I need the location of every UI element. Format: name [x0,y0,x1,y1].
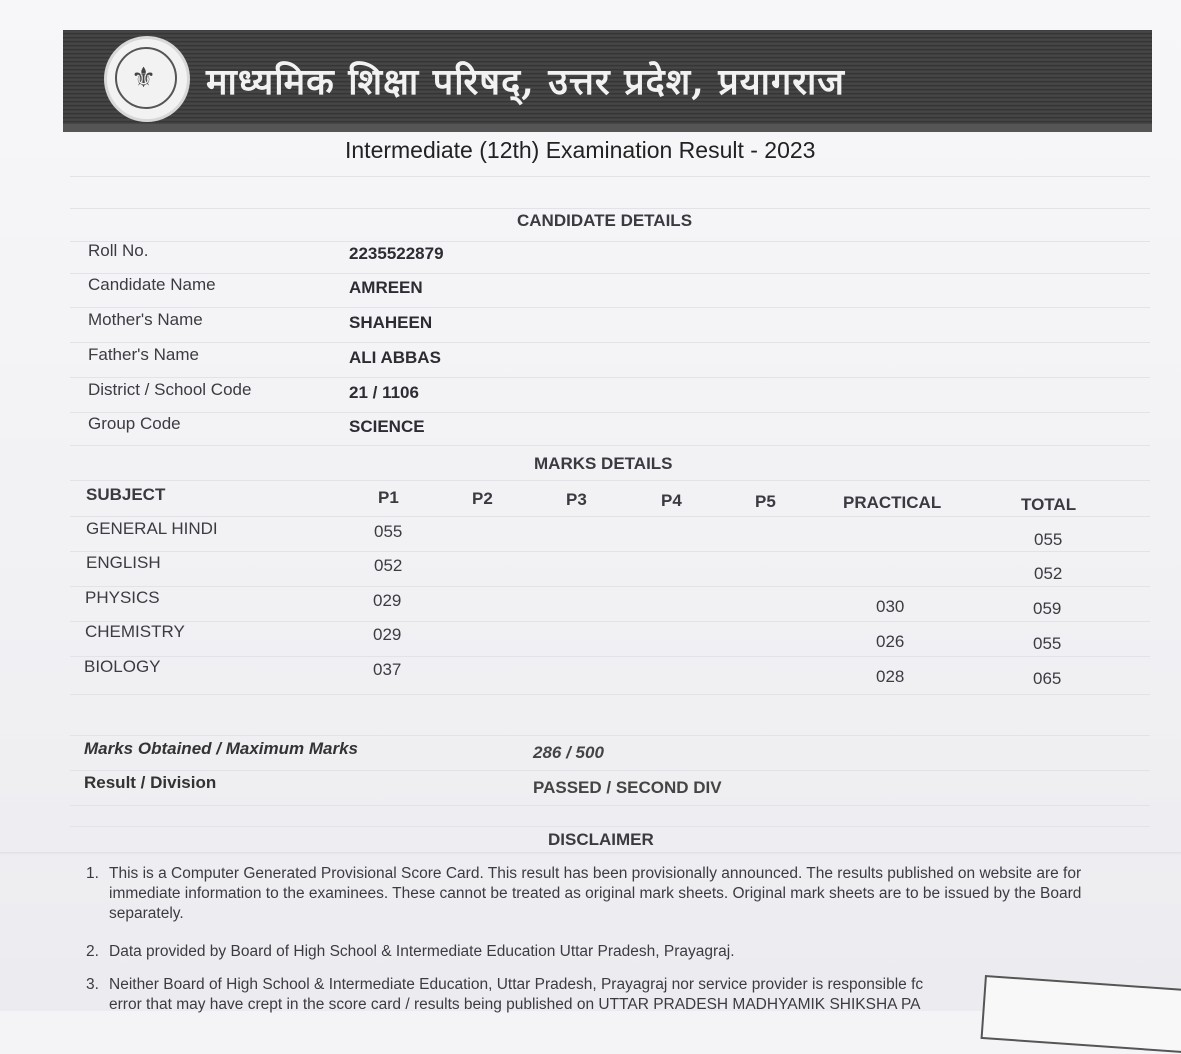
divider [70,377,1150,378]
roll-no-value: 2235522879 [349,244,444,263]
total-cell: 065 [1033,669,1062,688]
district-school-code-value: 21 / 1106 [349,383,419,402]
subject-cell: BIOLOGY [84,657,161,676]
group-code-value: SCIENCE [349,417,425,436]
subject-cell: ENGLISH [86,553,161,572]
disclaimer-text: Neither Board of High School & Intermediate Education, Uttar Pradesh, Prayagraj nor service provider is responsible fc [109,976,924,993]
father-name-value: ALI ABBAS [349,348,441,367]
divider [70,826,1150,827]
disclaimer-text: This is a Computer Generated Provisional Score Card. This result has been provisionally announced. The results published on website are for immediate information to the examinees. These cannot be treated as original mark sheets. Original mark sheets are to be issued by the Board separately. [109,865,1082,922]
marks-details-heading: MARKS DETAILS [534,454,673,473]
column-header-practical: PRACTICAL [843,493,942,512]
subject-cell: GENERAL HINDI [86,519,218,538]
disclaimer-text: Data provided by Board of High School & Intermediate Education Uttar Pradesh, Prayagraj. [109,943,735,960]
candidate-details-heading: CANDIDATE DETAILS [517,211,693,230]
practical-cell: 030 [876,597,905,616]
paper-overlay [981,975,1181,1054]
total-cell: 059 [1033,599,1062,618]
paper-fold [0,852,1181,855]
divider [70,208,1150,209]
result-division-value: PASSED / SECOND DIV [533,778,722,797]
mother-name-value: SHAHEEN [349,313,433,332]
practical-cell: 026 [876,632,905,651]
divider [70,621,1150,622]
board-logo [104,36,190,122]
disclaimer-item [86,864,1116,924]
p1-cell: 055 [374,522,403,541]
disclaimer-number: 3. [86,976,99,993]
total-cell: 055 [1033,634,1062,653]
divider [70,770,1150,771]
practical-cell: 028 [876,667,905,686]
disclaimer-number: 1. [86,865,99,882]
divider [70,412,1150,413]
group-code-label: Group Code [88,414,181,433]
divider [70,176,1150,177]
divider [70,551,1150,552]
marks-obtained-value: 286 / 500 [533,743,604,762]
column-header-p4: P4 [661,491,682,510]
divider [70,241,1150,242]
candidate-name-value: AMREEN [349,278,423,297]
divider [70,805,1150,806]
column-header-p3: P3 [566,490,587,509]
page-title: Intermediate (12th) Examination Result - 2023 [345,137,816,163]
subject-cell: PHYSICS [85,588,160,607]
divider [70,342,1150,343]
marks-obtained-label: Marks Obtained / Maximum Marks [84,739,358,758]
disclaimer-text: error that may have crept in the score card / results being published on UTTAR PRADESH MADHYAMIK SHIKSHA PA [109,996,921,1013]
column-header-total: TOTAL [1021,495,1077,514]
divider [70,656,1150,657]
district-school-code-label: District / School Code [88,380,252,399]
mother-name-label: Mother's Name [88,310,203,329]
p1-cell: 029 [373,625,402,644]
p1-cell: 029 [373,591,402,610]
father-name-label: Father's Name [88,345,199,364]
candidate-name-label: Candidate Name [88,275,216,294]
divider [70,273,1150,274]
column-header-subject: SUBJECT [86,485,166,504]
column-header-p1: P1 [378,488,399,507]
roll-no-label: Roll No. [88,241,149,260]
divider [70,735,1150,736]
disclaimer-heading: DISCLAIMER [548,830,654,849]
divider [70,694,1150,695]
board-name: माध्यमिक शिक्षा परिषद्, उत्तर प्रदेश, प्रयागराज [206,61,845,103]
disclaimer-item [86,975,986,995]
result-division-label: Result / Division [84,773,217,792]
divider [70,586,1150,587]
total-cell: 052 [1034,564,1063,583]
p1-cell: 037 [373,660,402,679]
disclaimer-item [86,942,1116,962]
column-header-p5: P5 [755,492,776,511]
subject-cell: CHEMISTRY [85,622,185,641]
total-cell: 055 [1034,530,1063,549]
column-header-p2: P2 [472,489,493,508]
p1-cell: 052 [374,556,403,575]
divider [70,445,1150,446]
divider [70,480,1150,481]
divider [70,516,1150,517]
emblem-icon: ⚜ [131,61,157,94]
disclaimer-item [86,995,986,1015]
disclaimer-number: 2. [86,943,99,960]
divider [70,307,1150,308]
